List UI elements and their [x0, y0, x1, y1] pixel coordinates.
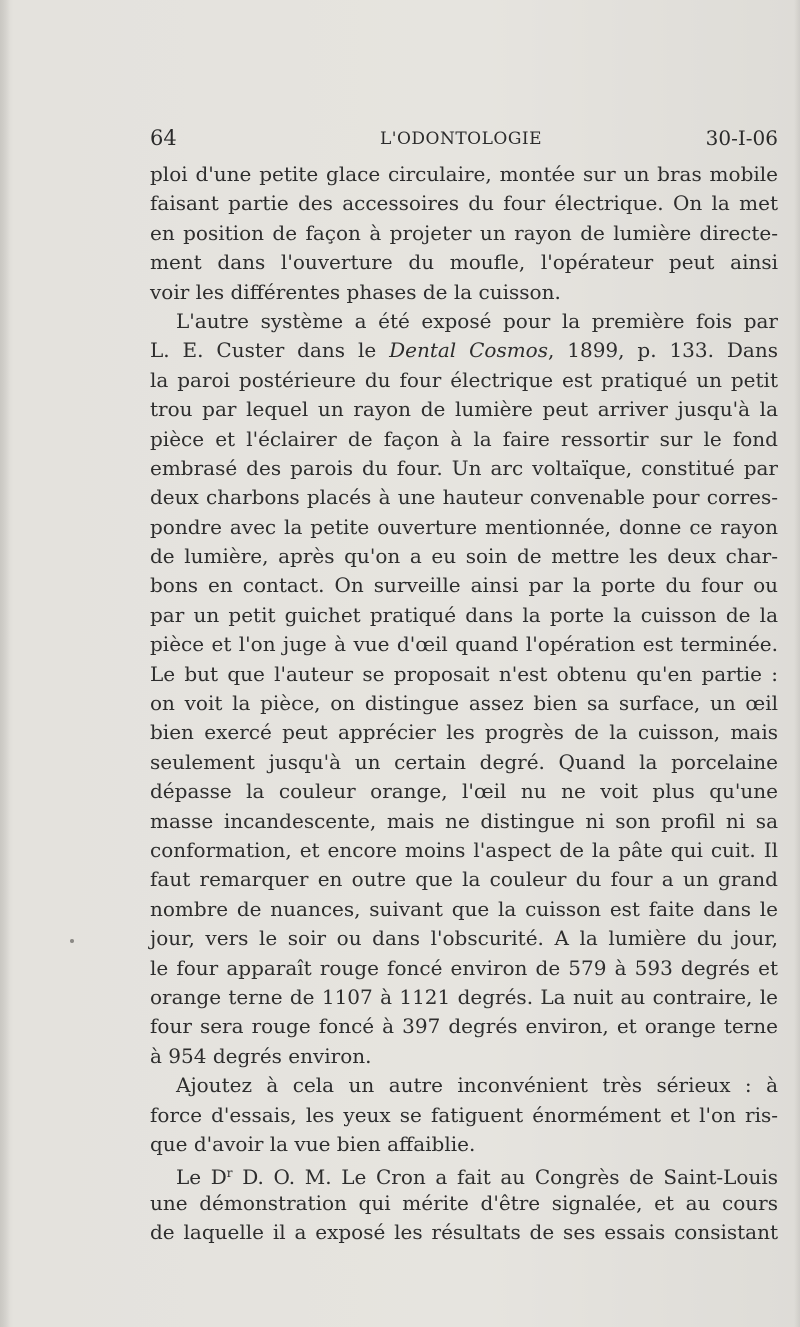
text-line: jour, vers le soir ou dans l'obscurité. A la lumière du jour,: [150, 926, 778, 951]
text-line: four sera rouge foncé à 397 degrés environ, et orange terne: [150, 1014, 778, 1039]
text-line: la paroi postérieure du four électrique est pratiqué un petit: [150, 367, 778, 392]
citation-reference: , 1899, p. 133. Dans: [547, 338, 778, 363]
title-superscript: r: [226, 1166, 233, 1181]
text-line: pièce et l'on juge à vue d'œil quand l'opération est terminée.: [150, 632, 778, 657]
text-line: faisant partie des accessoires du four électrique. On la met: [150, 191, 778, 216]
paragraph-end-line: à 954 degrés environ.: [150, 1043, 372, 1068]
journal-title: L'ODONTOLOGIE: [380, 129, 543, 149]
text-line: embrasé des parois du four. Un arc voltaïque, constitué par: [150, 455, 778, 480]
issue-date: 30-I-06: [705, 126, 778, 150]
text-line: trou par lequel un rayon de lumière peut arriver jusqu'à la: [150, 397, 778, 422]
page-gutter-shadow: [0, 0, 10, 1327]
journal-name-italic: Dental Cosmos: [389, 338, 548, 363]
text-line: pièce et l'éclairer de façon à la faire ressortir sur le fond: [150, 426, 778, 451]
text-line: on voit la pièce, on distingue assez bien sa surface, un œil: [150, 691, 778, 716]
paragraph-end-line: voir les différentes phases de la cuisson.: [150, 279, 561, 304]
text-line: ploi d'une petite glace circulaire, montée sur un bras mobile: [150, 162, 778, 186]
text-line: Le but que l'auteur se proposait n'est obtenu qu'en partie :: [150, 661, 778, 686]
text-line: orange terne de 1107 à 1121 degrés. La nuit au contraire, le: [150, 984, 778, 1009]
page-edge-shadow: [794, 0, 800, 1327]
title-doctor: Le D: [176, 1165, 227, 1190]
running-header: [150, 126, 778, 156]
text-line: en position de façon à projeter un rayon de lumière directe-: [150, 220, 778, 245]
page-number: 64: [150, 126, 177, 150]
text-segment: D. O. M. Le Cron a fait au Congrès de Saint-Louis: [232, 1165, 778, 1190]
text-line: le four apparaît rouge foncé environ de 579 à 593 degrés et: [150, 955, 778, 980]
text-line: conformation, et encore moins l'aspect de la pâte qui cuit. Il: [150, 837, 778, 862]
citation-lead: L. E. Custer dans le: [150, 338, 377, 363]
paragraph-start-line: Ajoutez à cela un autre inconvénient très sérieux : à: [176, 1073, 778, 1098]
text-line: force d'essais, les yeux se fatiguent énormément et l'on ris-: [150, 1102, 778, 1127]
text-line: pondre avec la petite ouverture mentionnée, donne ce rayon: [150, 514, 778, 539]
text-line: faut remarquer en outre que la couleur du four a un grand: [150, 867, 778, 892]
text-line-with-citation: [150, 336, 778, 365]
text-line: par un petit guichet pratiqué dans la porte la cuisson de la: [150, 602, 778, 627]
text-line: de lumière, après qu'on a eu soin de mettre les deux char-: [150, 544, 778, 569]
text-line: deux charbons placés à une hauteur convenable pour corres-: [150, 485, 778, 510]
paragraph-start-line: L'autre système a été exposé pour la première fois par: [176, 308, 778, 333]
text-line: nombre de nuances, suivant que la cuisson est faite dans le: [150, 896, 778, 921]
text-line: de laquelle il a exposé les résultats de ses essais consistant: [150, 1220, 778, 1245]
text-line: bons en contact. On surveille ainsi par la porte du four ou: [150, 573, 778, 598]
text-line: bien exercé peut apprécier les progrès de la cuisson, mais: [150, 720, 778, 745]
body-text: [150, 160, 778, 1247]
text-line: dépasse la couleur orange, l'œil nu ne voit plus qu'une: [150, 779, 778, 804]
text-line: seulement jusqu'à un certain degré. Quand la porcelaine: [150, 749, 778, 774]
text-line: masse incandescente, mais ne distingue ni son profil ni sa: [150, 808, 778, 833]
text-line: une démonstration qui mérite d'être signalée, et au cours: [150, 1190, 778, 1215]
text-line: ment dans l'ouverture du moufle, l'opérateur peut ainsi: [150, 250, 778, 275]
paragraph-end-line: que d'avoir la vue bien affaiblie.: [150, 1131, 476, 1156]
paragraph-start-line: [150, 1159, 778, 1188]
margin-speck: [70, 939, 74, 943]
